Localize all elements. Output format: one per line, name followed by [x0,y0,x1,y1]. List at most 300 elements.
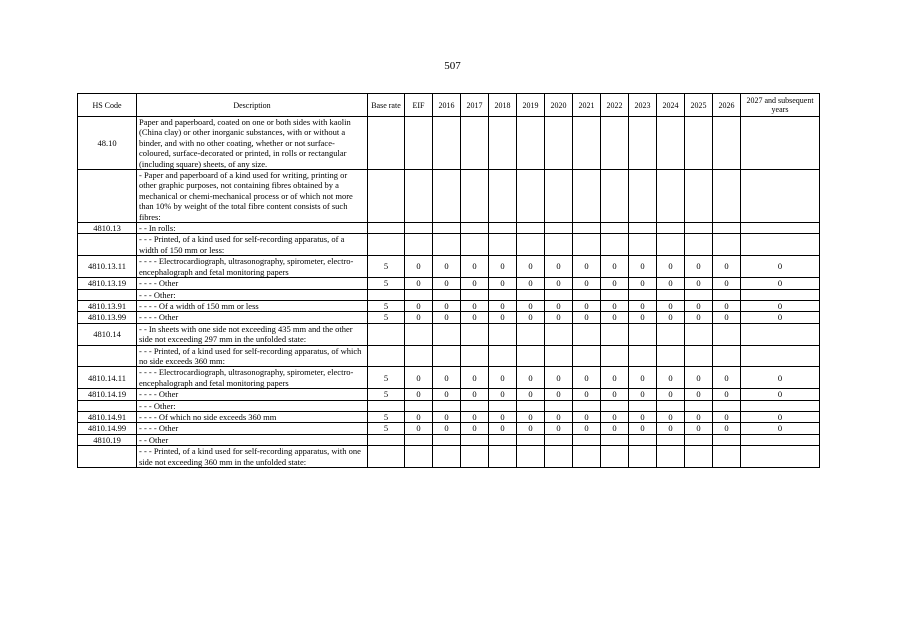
rate-cell [405,446,433,468]
rate-cell: 0 [657,389,685,400]
rate-cell: 0 [629,312,657,323]
rate-cell [573,117,601,170]
rate-cell [713,234,741,256]
rate-cell: 0 [629,278,657,289]
rate-cell [601,289,629,300]
rate-cell: 5 [368,389,405,400]
rate-cell: 5 [368,312,405,323]
rate-cell [573,289,601,300]
rate-cell [433,117,461,170]
rate-cell: 0 [685,389,713,400]
hs-code-cell [78,170,137,223]
rate-cell [461,345,489,367]
rate-cell [368,223,405,234]
column-header: 2024 [657,94,685,117]
rate-cell [433,400,461,411]
rate-cell: 0 [573,278,601,289]
hs-code-cell [78,234,137,256]
rate-cell [629,170,657,223]
rate-cell [545,223,573,234]
rate-cell [489,323,517,345]
table-row [78,256,820,278]
rate-cell: 0 [741,256,820,278]
rate-cell [461,117,489,170]
rate-cell: 0 [573,411,601,422]
description-cell: - Paper and paperboard of a kind used for writing, printing or other graphic purposes, not containing fibres obtained by a mechanical or chemi-mechanical process or of which not more than 10% by weight of the total fibre content consists of such fibres: [137,170,368,223]
rate-cell [405,223,433,234]
hs-code-cell: 4810.13.99 [78,312,137,323]
rate-cell: 0 [601,256,629,278]
rate-cell: 0 [741,411,820,422]
table-row [78,289,820,300]
rate-cell [685,170,713,223]
rate-cell [713,323,741,345]
rate-cell [657,446,685,468]
rate-cell [657,400,685,411]
rate-cell [368,400,405,411]
rate-cell: 0 [657,312,685,323]
table-row [78,223,820,234]
description-cell: - - - - Of a width of 150 mm or less [137,300,368,311]
rate-cell: 0 [601,411,629,422]
rate-cell: 0 [461,256,489,278]
rate-cell: 0 [657,278,685,289]
table-row [78,411,820,422]
rate-cell [741,289,820,300]
description-cell: - - - - Other [137,312,368,323]
rate-cell [545,234,573,256]
rate-cell [685,434,713,445]
hs-code-cell: 4810.19 [78,434,137,445]
rate-cell [629,446,657,468]
rate-cell [368,323,405,345]
rate-cell: 0 [489,312,517,323]
rate-cell [601,434,629,445]
rate-cell: 0 [489,389,517,400]
rate-cell: 0 [405,300,433,311]
hs-code-cell: 4810.14.91 [78,411,137,422]
hs-code-cell: 48.10 [78,117,137,170]
rate-cell: 0 [405,312,433,323]
rate-cell [657,117,685,170]
rate-cell [545,170,573,223]
rate-cell: 0 [601,423,629,434]
column-header: 2025 [685,94,713,117]
tariff-table [77,93,820,468]
rate-cell [601,446,629,468]
table-row [78,312,820,323]
rate-cell: 0 [405,278,433,289]
rate-cell: 0 [601,300,629,311]
rate-cell [657,289,685,300]
rate-cell: 5 [368,367,405,389]
rate-cell: 0 [489,278,517,289]
rate-cell [601,117,629,170]
rate-cell [685,234,713,256]
rate-cell [713,345,741,367]
rate-cell [741,345,820,367]
rate-cell [461,446,489,468]
rate-cell: 0 [545,256,573,278]
rate-cell: 0 [433,312,461,323]
rate-cell: 0 [601,367,629,389]
rate-cell [629,434,657,445]
rate-cell [433,289,461,300]
rate-cell [461,400,489,411]
rate-cell [517,400,545,411]
rate-cell: 0 [601,389,629,400]
rate-cell [601,323,629,345]
rate-cell: 0 [405,256,433,278]
hs-code-cell [78,345,137,367]
rate-cell [368,170,405,223]
rate-cell: 0 [545,389,573,400]
rate-cell: 0 [573,312,601,323]
description-cell: - - - Printed, of a kind used for self-recording apparatus, of which no side exceeds 360 mm: [137,345,368,367]
rate-cell: 5 [368,300,405,311]
table-row [78,278,820,289]
column-header: Description [137,94,368,117]
rate-cell [545,400,573,411]
description-cell: - - In sheets with one side not exceeding 435 mm and the other side not exceeding 297 mm in the unfolded state: [137,323,368,345]
description-cell: - - - Printed, of a kind used for self-recording apparatus, of a width of 150 mm or less: [137,234,368,256]
rate-cell [368,345,405,367]
rate-cell [741,323,820,345]
rate-cell [489,234,517,256]
rate-cell: 0 [405,411,433,422]
rate-cell: 0 [545,411,573,422]
rate-cell [713,117,741,170]
table-row [78,434,820,445]
rate-cell: 0 [713,312,741,323]
rate-cell [461,323,489,345]
hs-code-cell [78,289,137,300]
rate-cell: 0 [489,423,517,434]
table-row [78,446,820,468]
rate-cell [545,289,573,300]
rate-cell [545,117,573,170]
rate-cell: 0 [573,423,601,434]
rate-cell: 0 [517,300,545,311]
rate-cell: 0 [405,367,433,389]
rate-cell [433,323,461,345]
rate-cell: 0 [405,423,433,434]
rate-cell [461,434,489,445]
rate-cell [685,223,713,234]
rate-cell: 0 [629,411,657,422]
rate-cell: 0 [433,411,461,422]
rate-cell: 0 [741,367,820,389]
rate-cell: 0 [405,389,433,400]
rate-cell: 0 [657,367,685,389]
hs-code-cell: 4810.13.11 [78,256,137,278]
rate-cell [629,223,657,234]
header-row [78,94,820,117]
rate-cell [601,223,629,234]
column-header: 2026 [713,94,741,117]
rate-cell: 0 [629,300,657,311]
rate-cell [741,434,820,445]
rate-cell [433,234,461,256]
table-row [78,345,820,367]
rate-cell [601,345,629,367]
rate-cell [741,400,820,411]
rate-cell: 0 [573,367,601,389]
rate-cell: 0 [657,411,685,422]
rate-cell: 0 [629,367,657,389]
rate-cell: 5 [368,411,405,422]
rate-cell: 0 [489,256,517,278]
rate-cell: 0 [573,389,601,400]
rate-cell [713,289,741,300]
rate-cell [545,345,573,367]
rate-cell: 0 [657,300,685,311]
description-cell: Paper and paperboard, coated on one or both sides with kaolin (China clay) or other inorganic substances, with or without a binder, and with no other coating, whether or not surface-coloured, surface-decorated or printed, in rolls or rectangular (including square) sheets, of any size. [137,117,368,170]
rate-cell: 0 [489,367,517,389]
description-cell: - - In rolls: [137,223,368,234]
rate-cell [461,234,489,256]
hs-code-cell: 4810.14.11 [78,367,137,389]
table-row [78,367,820,389]
rate-cell: 0 [545,300,573,311]
column-header: HS Code [78,94,137,117]
page-number: 507 [444,60,461,72]
rate-cell [517,323,545,345]
rate-cell [741,234,820,256]
rate-cell: 0 [517,411,545,422]
description-cell: - - - Other: [137,289,368,300]
hs-code-cell: 4810.14 [78,323,137,345]
rate-cell [517,446,545,468]
rate-cell: 0 [741,423,820,434]
column-header: 2021 [573,94,601,117]
rate-cell: 0 [517,423,545,434]
rate-cell [685,345,713,367]
rate-cell: 0 [713,423,741,434]
rate-cell [517,117,545,170]
rate-cell [489,446,517,468]
rate-cell: 0 [601,312,629,323]
table-row [78,300,820,311]
hs-code-cell: 4810.13.91 [78,300,137,311]
description-cell: - - - - Other [137,423,368,434]
rate-cell [433,446,461,468]
hs-code-cell: 4810.14.99 [78,423,137,434]
rate-cell [629,345,657,367]
rate-cell: 0 [685,423,713,434]
table-row [78,400,820,411]
rate-cell: 5 [368,278,405,289]
rate-cell [405,117,433,170]
rate-cell [685,323,713,345]
rate-cell [573,400,601,411]
rate-cell: 0 [433,300,461,311]
rate-cell [685,117,713,170]
rate-cell [741,223,820,234]
rate-cell: 0 [489,300,517,311]
column-header: 2022 [601,94,629,117]
description-cell: - - - Other: [137,400,368,411]
table-row [78,423,820,434]
rate-cell: 0 [601,278,629,289]
rate-cell: 0 [741,278,820,289]
column-header: 2027 and subsequent years [741,94,820,117]
column-header: 2017 [461,94,489,117]
rate-cell: 0 [629,389,657,400]
rate-cell [489,117,517,170]
table-row [78,234,820,256]
rate-cell [573,345,601,367]
description-cell: - - - - Other [137,389,368,400]
rate-cell [573,234,601,256]
rate-cell [657,323,685,345]
rate-cell [657,434,685,445]
rate-cell: 0 [573,300,601,311]
column-header: EIF [405,94,433,117]
description-cell: - - Other [137,434,368,445]
rate-cell: 0 [517,367,545,389]
rate-cell [629,289,657,300]
column-header: 2016 [433,94,461,117]
rate-cell: 0 [461,278,489,289]
rate-cell [601,170,629,223]
rate-cell [657,223,685,234]
rate-cell: 0 [713,300,741,311]
column-header: 2020 [545,94,573,117]
rate-cell [601,400,629,411]
rate-cell: 0 [545,278,573,289]
rate-cell [657,345,685,367]
rate-cell: 0 [741,300,820,311]
rate-cell: 0 [685,411,713,422]
rate-cell: 5 [368,256,405,278]
rate-cell [713,170,741,223]
rate-cell [713,434,741,445]
rate-cell [713,446,741,468]
rate-cell: 0 [629,423,657,434]
rate-cell [489,289,517,300]
rate-cell: 0 [657,423,685,434]
rate-cell: 0 [461,411,489,422]
rate-cell [517,223,545,234]
rate-cell: 0 [461,389,489,400]
hs-code-cell: 4810.13.19 [78,278,137,289]
rate-cell: 0 [433,367,461,389]
rate-cell: 0 [461,312,489,323]
description-cell: - - - - Electrocardiograph, ultrasonography, spirometer, electro-encephalograph and fetal monitoring papers [137,256,368,278]
rate-cell: 0 [713,411,741,422]
description-cell: - - - Printed, of a kind used for self-recording apparatus, with one side not exceeding 360 mm in the unfolded state: [137,446,368,468]
rate-cell [405,345,433,367]
rate-cell [573,223,601,234]
column-header: 2018 [489,94,517,117]
rate-cell [573,446,601,468]
rate-cell [545,446,573,468]
rate-cell [405,323,433,345]
rate-cell: 0 [545,423,573,434]
rate-cell: 0 [685,278,713,289]
rate-cell [517,170,545,223]
rate-cell [517,434,545,445]
rate-cell [741,117,820,170]
rate-cell [657,170,685,223]
rate-cell [685,289,713,300]
rate-cell [489,434,517,445]
hs-code-cell: 4810.14.19 [78,389,137,400]
description-cell: - - - - Electrocardiograph, ultrasonography, spirometer, electro-encephalograph and fetal monitoring papers [137,367,368,389]
column-header: Base rate [368,94,405,117]
column-header: 2023 [629,94,657,117]
rate-cell [629,234,657,256]
rate-cell [489,345,517,367]
rate-cell [517,234,545,256]
rate-cell [433,434,461,445]
rate-cell: 0 [461,367,489,389]
table-row [78,389,820,400]
rate-cell: 0 [517,278,545,289]
rate-cell [405,234,433,256]
rate-cell: 0 [433,278,461,289]
rate-cell: 0 [433,389,461,400]
rate-cell [433,170,461,223]
rate-cell [573,434,601,445]
rate-cell [629,400,657,411]
rate-cell: 5 [368,423,405,434]
rate-cell [517,289,545,300]
rate-cell [368,289,405,300]
rate-cell [368,117,405,170]
rate-cell: 0 [461,423,489,434]
rate-cell: 0 [685,300,713,311]
rate-cell: 0 [573,256,601,278]
rate-cell [433,345,461,367]
rate-cell: 0 [713,389,741,400]
rate-cell: 0 [545,367,573,389]
table-row [78,323,820,345]
rate-cell [713,223,741,234]
rate-cell [461,170,489,223]
rate-cell: 0 [433,423,461,434]
rate-cell: 0 [517,389,545,400]
rate-cell [368,446,405,468]
rate-cell [489,400,517,411]
rate-cell: 0 [657,256,685,278]
rate-cell [545,434,573,445]
rate-cell [713,400,741,411]
rate-cell: 0 [461,300,489,311]
rate-cell [433,223,461,234]
rate-cell [657,234,685,256]
rate-cell [368,434,405,445]
rate-cell [405,400,433,411]
rate-cell [741,170,820,223]
hs-code-cell [78,400,137,411]
table-row [78,170,820,223]
rate-cell: 0 [713,278,741,289]
rate-cell: 0 [741,389,820,400]
rate-cell [545,323,573,345]
rate-cell: 0 [713,256,741,278]
rate-cell [461,223,489,234]
rate-cell [405,434,433,445]
rate-cell: 0 [433,256,461,278]
rate-cell [489,170,517,223]
rate-cell: 0 [545,312,573,323]
rate-cell [601,234,629,256]
rate-cell: 0 [629,256,657,278]
rate-cell [368,234,405,256]
rate-cell [489,223,517,234]
